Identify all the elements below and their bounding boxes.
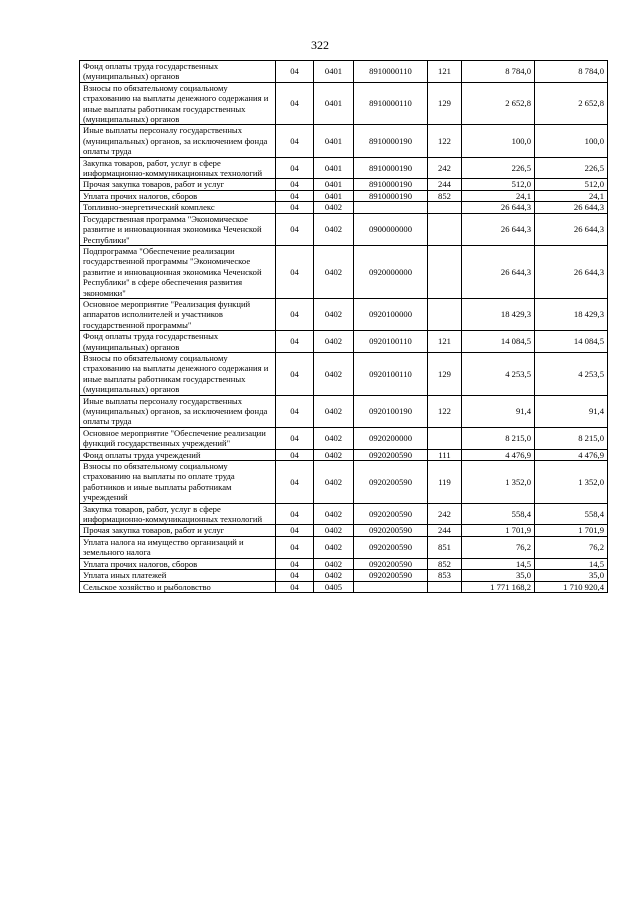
- row-target-article: 8910000110: [354, 61, 428, 83]
- row-amount-2: 1 701,9: [535, 525, 608, 536]
- row-amount-1: 4 253,5: [462, 352, 535, 395]
- row-amount-2: 2 652,8: [535, 82, 608, 125]
- row-amount-1: 24,1: [462, 190, 535, 201]
- row-expense-type: 242: [428, 503, 462, 525]
- table-row: [80, 427, 608, 449]
- row-subsection: 0402: [314, 245, 354, 298]
- row-amount-2: 26 644,3: [535, 245, 608, 298]
- row-amount-1: 8 784,0: [462, 61, 535, 83]
- page-number: 322: [311, 38, 329, 52]
- row-subsection: 0401: [314, 82, 354, 125]
- row-subsection: 0402: [314, 525, 354, 536]
- row-expense-type: [428, 427, 462, 449]
- row-target-article: 0920200590: [354, 461, 428, 504]
- row-section: 04: [276, 190, 314, 201]
- table-row: [80, 503, 608, 525]
- row-section: 04: [276, 125, 314, 157]
- row-target-article: [354, 581, 428, 592]
- row-section: 04: [276, 449, 314, 460]
- row-target-article: 0920200590: [354, 558, 428, 569]
- row-name: Взносы по обязательному социальному страхованию на выплаты денежного содержания и иные выплаты работникам государственных (муниципальных) органов: [80, 82, 276, 125]
- row-section: 04: [276, 298, 314, 330]
- row-name: Фонд оплаты труда государственных (муниципальных) органов: [80, 61, 276, 83]
- row-name: Уплата налога на имущество организаций и земельного налога: [80, 536, 276, 558]
- row-name: Уплата прочих налогов, сборов: [80, 190, 276, 201]
- row-target-article: 0920200590: [354, 449, 428, 460]
- row-expense-type: 121: [428, 61, 462, 83]
- row-amount-1: 100,0: [462, 125, 535, 157]
- row-amount-1: 26 644,3: [462, 213, 535, 245]
- row-expense-type: 121: [428, 331, 462, 353]
- row-section: 04: [276, 157, 314, 179]
- row-amount-2: 14,5: [535, 558, 608, 569]
- row-name: Иные выплаты персоналу государственных (муниципальных) органов, за исключением фонда оплаты труда: [80, 395, 276, 427]
- row-expense-type: 851: [428, 536, 462, 558]
- row-amount-2: 8 784,0: [535, 61, 608, 83]
- row-name: Иные выплаты персоналу государственных (муниципальных) органов, за исключением фонда оплаты труда: [80, 125, 276, 157]
- row-target-article: [354, 202, 428, 213]
- row-name: Фонд оплаты труда учреждений: [80, 449, 276, 460]
- row-amount-1: 14 084,5: [462, 331, 535, 353]
- row-amount-1: 4 476,9: [462, 449, 535, 460]
- row-amount-2: 18 429,3: [535, 298, 608, 330]
- row-name: Фонд оплаты труда государственных (муниципальных) органов: [80, 331, 276, 353]
- row-section: 04: [276, 61, 314, 83]
- row-amount-1: 76,2: [462, 536, 535, 558]
- table-row: [80, 570, 608, 581]
- row-section: 04: [276, 558, 314, 569]
- row-name: Топливно-энергетический комплекс: [80, 202, 276, 213]
- row-name: Основное мероприятие "Обеспечение реализации функций государственных учреждений": [80, 427, 276, 449]
- table-row: [80, 536, 608, 558]
- row-target-article: 8910000190: [354, 157, 428, 179]
- table-row: [80, 157, 608, 179]
- row-expense-type: [428, 245, 462, 298]
- row-expense-type: 122: [428, 395, 462, 427]
- row-target-article: 0920200590: [354, 525, 428, 536]
- row-amount-2: 8 215,0: [535, 427, 608, 449]
- row-amount-2: 4 476,9: [535, 449, 608, 460]
- row-amount-2: 1 352,0: [535, 461, 608, 504]
- table-row: [80, 61, 608, 83]
- row-expense-type: [428, 581, 462, 592]
- row-target-article: 0920100190: [354, 395, 428, 427]
- row-subsection: 0402: [314, 558, 354, 569]
- row-amount-1: 26 644,3: [462, 245, 535, 298]
- row-expense-type: [428, 213, 462, 245]
- row-expense-type: 129: [428, 352, 462, 395]
- row-section: 04: [276, 245, 314, 298]
- table-row: [80, 202, 608, 213]
- table-row: [80, 352, 608, 395]
- row-subsection: 0402: [314, 331, 354, 353]
- row-section: 04: [276, 536, 314, 558]
- row-section: 04: [276, 179, 314, 190]
- table-row: [80, 125, 608, 157]
- table-row: [80, 525, 608, 536]
- row-amount-2: 226,5: [535, 157, 608, 179]
- budget-table: [79, 60, 608, 593]
- row-expense-type: 853: [428, 570, 462, 581]
- row-amount-2: 1 710 920,4: [535, 581, 608, 592]
- row-name: Прочая закупка товаров, работ и услуг: [80, 525, 276, 536]
- row-section: 04: [276, 352, 314, 395]
- row-target-article: 8910000190: [354, 125, 428, 157]
- row-amount-2: 14 084,5: [535, 331, 608, 353]
- row-section: 04: [276, 570, 314, 581]
- row-amount-1: 18 429,3: [462, 298, 535, 330]
- row-subsection: 0405: [314, 581, 354, 592]
- row-expense-type: 244: [428, 179, 462, 190]
- row-target-article: 0900000000: [354, 213, 428, 245]
- row-amount-2: 26 644,3: [535, 202, 608, 213]
- row-amount-1: 35,0: [462, 570, 535, 581]
- table-row: [80, 395, 608, 427]
- row-amount-2: 4 253,5: [535, 352, 608, 395]
- row-amount-1: 26 644,3: [462, 202, 535, 213]
- row-section: 04: [276, 461, 314, 504]
- row-target-article: 8910000190: [354, 179, 428, 190]
- row-amount-1: 226,5: [462, 157, 535, 179]
- row-section: 04: [276, 395, 314, 427]
- row-amount-2: 558,4: [535, 503, 608, 525]
- row-section: 04: [276, 503, 314, 525]
- row-name: Прочая закупка товаров, работ и услуг: [80, 179, 276, 190]
- row-name: Подпрограмма "Обеспечение реализации государственной программы "Экономическое развитие и инновационная экономика Чеченской Республики" в сфере обеспечения развития экономики": [80, 245, 276, 298]
- table-row: [80, 461, 608, 504]
- table-row: [80, 449, 608, 460]
- row-name: Уплата иных платежей: [80, 570, 276, 581]
- row-name: Основное мероприятие "Реализация функций аппаратов исполнителей и участников государственной программы": [80, 298, 276, 330]
- row-subsection: 0402: [314, 461, 354, 504]
- row-section: 04: [276, 581, 314, 592]
- row-target-article: 0920100110: [354, 331, 428, 353]
- row-amount-2: 91,4: [535, 395, 608, 427]
- row-section: 04: [276, 525, 314, 536]
- row-amount-1: 1 352,0: [462, 461, 535, 504]
- row-target-article: 0920000000: [354, 245, 428, 298]
- row-amount-2: 76,2: [535, 536, 608, 558]
- row-name: Взносы по обязательному социальному страхованию на выплаты денежного содержания и иные выплаты работникам государственных (муниципальных) органов: [80, 352, 276, 395]
- row-amount-2: 35,0: [535, 570, 608, 581]
- row-expense-type: 244: [428, 525, 462, 536]
- row-subsection: 0402: [314, 352, 354, 395]
- row-subsection: 0402: [314, 202, 354, 213]
- row-target-article: 0920200590: [354, 570, 428, 581]
- row-expense-type: [428, 202, 462, 213]
- table-row: [80, 82, 608, 125]
- row-amount-1: 14,5: [462, 558, 535, 569]
- row-amount-2: 26 644,3: [535, 213, 608, 245]
- table-row: [80, 245, 608, 298]
- row-name: Закупка товаров, работ, услуг в сфере информационно-коммуникационных технологий: [80, 503, 276, 525]
- row-name: Сельское хозяйство и рыболовство: [80, 581, 276, 592]
- row-expense-type: 242: [428, 157, 462, 179]
- row-amount-1: 8 215,0: [462, 427, 535, 449]
- row-expense-type: [428, 298, 462, 330]
- row-subsection: 0401: [314, 125, 354, 157]
- row-amount-1: 512,0: [462, 179, 535, 190]
- table-body: [80, 61, 608, 593]
- row-target-article: 0920100000: [354, 298, 428, 330]
- row-amount-1: 2 652,8: [462, 82, 535, 125]
- row-subsection: 0402: [314, 298, 354, 330]
- row-subsection: 0401: [314, 179, 354, 190]
- table-row: [80, 179, 608, 190]
- table-row: [80, 558, 608, 569]
- row-expense-type: 129: [428, 82, 462, 125]
- row-subsection: 0402: [314, 536, 354, 558]
- row-section: 04: [276, 427, 314, 449]
- row-name: Закупка товаров, работ, услуг в сфере информационно-коммуникационных технологий: [80, 157, 276, 179]
- row-target-article: 8910000110: [354, 82, 428, 125]
- row-section: 04: [276, 202, 314, 213]
- row-expense-type: 119: [428, 461, 462, 504]
- row-expense-type: 111: [428, 449, 462, 460]
- row-subsection: 0402: [314, 570, 354, 581]
- table-row: [80, 581, 608, 592]
- row-amount-2: 512,0: [535, 179, 608, 190]
- row-amount-1: 558,4: [462, 503, 535, 525]
- row-target-article: 0920200590: [354, 503, 428, 525]
- table-row: [80, 213, 608, 245]
- row-name: Государственная программа "Экономическое развитие и инновационная экономика Чеченской Республики": [80, 213, 276, 245]
- row-target-article: 0920200590: [354, 536, 428, 558]
- row-amount-1: 1 701,9: [462, 525, 535, 536]
- row-amount-1: 1 771 168,2: [462, 581, 535, 592]
- row-section: 04: [276, 82, 314, 125]
- row-amount-2: 24,1: [535, 190, 608, 201]
- row-target-article: 8910000190: [354, 190, 428, 201]
- row-section: 04: [276, 331, 314, 353]
- row-subsection: 0401: [314, 190, 354, 201]
- row-name: Уплата прочих налогов, сборов: [80, 558, 276, 569]
- table-row: [80, 190, 608, 201]
- table-row: [80, 331, 608, 353]
- row-expense-type: 852: [428, 190, 462, 201]
- row-amount-1: 91,4: [462, 395, 535, 427]
- row-expense-type: 852: [428, 558, 462, 569]
- row-subsection: 0401: [314, 157, 354, 179]
- row-section: 04: [276, 213, 314, 245]
- row-subsection: 0402: [314, 213, 354, 245]
- row-subsection: 0402: [314, 395, 354, 427]
- row-subsection: 0402: [314, 503, 354, 525]
- row-subsection: 0402: [314, 427, 354, 449]
- row-subsection: 0402: [314, 449, 354, 460]
- table-row: [80, 298, 608, 330]
- row-subsection: 0401: [314, 61, 354, 83]
- row-target-article: 0920200000: [354, 427, 428, 449]
- row-expense-type: 122: [428, 125, 462, 157]
- row-amount-2: 100,0: [535, 125, 608, 157]
- row-name: Взносы по обязательному социальному страхованию на выплаты по оплате труда работников и иные выплаты работникам учреждений: [80, 461, 276, 504]
- row-target-article: 0920100110: [354, 352, 428, 395]
